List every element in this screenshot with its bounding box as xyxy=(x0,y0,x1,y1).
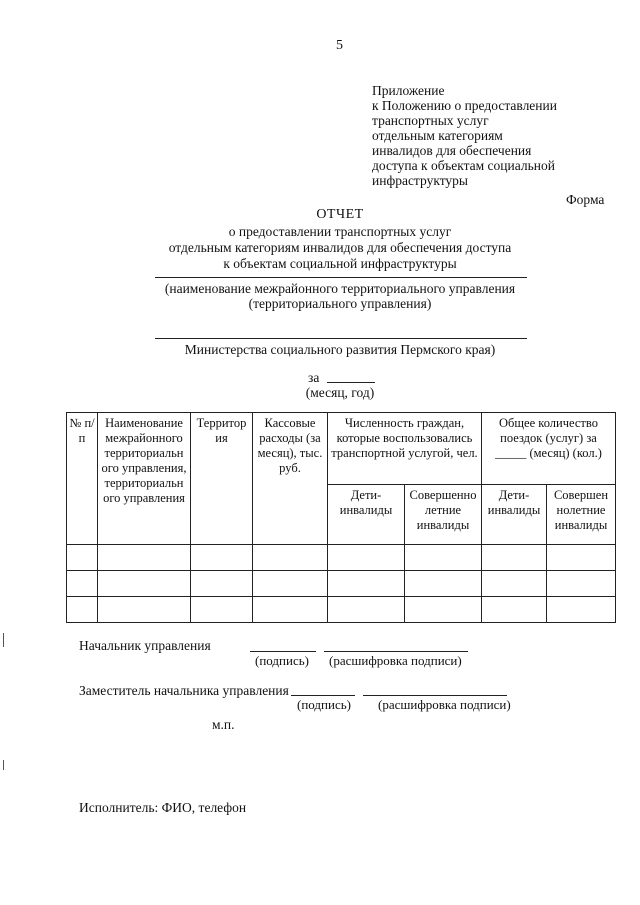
head-signature-line[interactable] xyxy=(250,651,316,652)
head-label: Начальник управления xyxy=(79,638,211,653)
appendix-line: инфраструктуры xyxy=(372,173,468,188)
table-cell[interactable] xyxy=(547,545,616,571)
subtitle-line: отдельным категориям инвалидов для обеспечения доступа xyxy=(168,240,512,255)
report-table xyxy=(66,412,616,623)
header-children-citizens: Дети-инвалиды xyxy=(328,485,405,545)
appendix-block xyxy=(372,83,557,188)
appendix-line: доступа к объектам социальной xyxy=(372,158,555,173)
table-cell[interactable] xyxy=(547,597,616,623)
head-decoding-caption: (расшифровка подписи) xyxy=(329,653,462,668)
table-cell[interactable] xyxy=(67,597,98,623)
table-cell[interactable] xyxy=(405,571,482,597)
table-cell[interactable] xyxy=(98,597,191,623)
period-caption: (месяц, год) xyxy=(305,385,375,400)
page-number: 5 xyxy=(336,38,343,53)
caption-line: (территориального управления) xyxy=(248,296,432,311)
scan-margin-mark xyxy=(3,760,4,770)
table-cell[interactable] xyxy=(98,571,191,597)
table-cell[interactable] xyxy=(253,571,328,597)
period-prefix: за xyxy=(308,370,320,385)
table-cell[interactable] xyxy=(253,597,328,623)
header-cash: Кассовые расходы (за месяц), тыс. руб. xyxy=(253,413,328,545)
deputy-label: Заместитель начальника управления xyxy=(79,683,289,698)
header-number: № п/п xyxy=(67,413,98,545)
table-cell[interactable] xyxy=(547,571,616,597)
appendix-line: к Положению о предоставлении xyxy=(372,98,557,113)
table-row xyxy=(67,545,616,571)
ministry-caption: Министерства социального развития Пермского края) xyxy=(184,342,496,357)
table-cell[interactable] xyxy=(482,545,547,571)
table-cell[interactable] xyxy=(405,545,482,571)
department-fill-line[interactable] xyxy=(155,277,527,278)
stamp-label: м.п. xyxy=(212,717,235,732)
table-cell[interactable] xyxy=(253,545,328,571)
deputy-signature-caption: (подпись) xyxy=(297,697,351,712)
header-trips-group: Общее количество поездок (услуг) за _____ (месяц) (кол.) xyxy=(482,413,616,485)
table-cell[interactable] xyxy=(191,545,253,571)
header-adults-citizens: Совершенно летние инвалиды xyxy=(405,485,482,545)
table-cell[interactable] xyxy=(328,571,405,597)
header-citizens-group: Численность граждан, которые воспользовались транспортной услугой, чел. xyxy=(328,413,482,485)
header-name: Наименование межрайонного территориальн ого управления, территориальн ого управления xyxy=(98,413,191,545)
table-cell[interactable] xyxy=(405,597,482,623)
caption-line: (наименование межрайонного территориального управления xyxy=(164,281,516,296)
header-children-trips: Дети-инвалиды xyxy=(482,485,547,545)
table-cell[interactable] xyxy=(482,571,547,597)
period-fill-line[interactable] xyxy=(327,382,375,383)
table-cell[interactable] xyxy=(482,597,547,623)
head-decoding-line[interactable] xyxy=(324,651,468,652)
deputy-decoding-line[interactable] xyxy=(363,695,507,696)
executor-label: Исполнитель: ФИО, телефон xyxy=(79,800,247,815)
head-signature-caption: (подпись) xyxy=(255,653,309,668)
appendix-line: Приложение xyxy=(372,83,445,98)
table-cell[interactable] xyxy=(191,571,253,597)
table-row xyxy=(67,571,616,597)
table-cell[interactable] xyxy=(328,597,405,623)
form-label: Форма xyxy=(566,192,605,207)
report-subtitle xyxy=(150,224,530,272)
ministry-fill-line[interactable] xyxy=(155,338,527,339)
table-row xyxy=(67,597,616,623)
header-adults-trips: Совершен нолетние инвалиды xyxy=(547,485,616,545)
appendix-line: отдельным категориям xyxy=(372,128,503,143)
department-caption xyxy=(120,281,560,311)
subtitle-line: о предоставлении транспортных услуг xyxy=(228,224,452,239)
table-cell[interactable] xyxy=(191,597,253,623)
table-cell[interactable] xyxy=(98,545,191,571)
appendix-line: инвалидов для обеспечения xyxy=(372,143,532,158)
subtitle-line: к объектам социальной инфраструктуры xyxy=(223,256,457,271)
deputy-decoding-caption: (расшифровка подписи) xyxy=(378,697,511,712)
table-cell[interactable] xyxy=(67,545,98,571)
header-territory: Территор ия xyxy=(191,413,253,545)
scan-margin-mark xyxy=(3,633,4,647)
table-cell[interactable] xyxy=(67,571,98,597)
appendix-line: транспортных услуг xyxy=(372,113,489,128)
deputy-signature-line[interactable] xyxy=(291,695,355,696)
table-cell[interactable] xyxy=(328,545,405,571)
report-title: ОТЧЕТ xyxy=(316,207,364,222)
